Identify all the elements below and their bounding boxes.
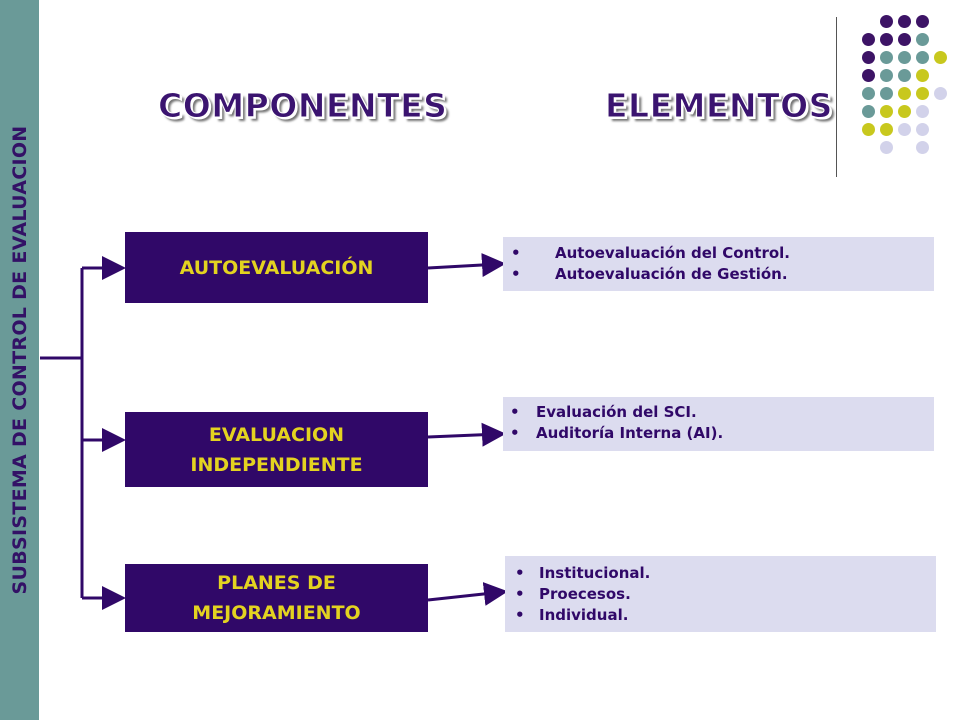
- element-list-item: • Individual.: [515, 606, 629, 624]
- component-label-line: PLANES DE: [217, 572, 336, 594]
- component-label-line: MEJORAMIENTO: [192, 602, 361, 624]
- element-list-item: • Institucional.: [515, 564, 651, 582]
- component-label-line: EVALUACION: [208, 423, 345, 446]
- heading-componentes: COMPONENTES: [158, 86, 448, 125]
- component-label: AUTOEVALUACIÓN: [179, 256, 374, 279]
- side-title: SUBSISTEMA DE CONTROL DE EVALUACION: [9, 125, 31, 595]
- element-arrow-3: [428, 592, 502, 600]
- heading-elementos: ELEMENTOS: [605, 86, 833, 125]
- component-box-planes-mejoramiento: [125, 564, 428, 632]
- element-list-item: • Evaluación del SCI.: [510, 403, 697, 421]
- element-list-item: • Autoevaluación del Control.: [511, 244, 790, 262]
- element-list-item: • Autoevaluación de Gestión.: [511, 265, 788, 283]
- element-box-2: [503, 397, 934, 451]
- element-box-1: [503, 237, 934, 291]
- element-list-item: • Auditoría Interna (AI).: [510, 424, 724, 442]
- component-box-autoevaluacion: [125, 232, 428, 303]
- component-label-line: INDEPENDIENTE: [190, 453, 363, 476]
- element-arrow-2: [428, 434, 500, 437]
- element-arrow-1: [428, 264, 500, 268]
- component-box-evaluacion-independiente: [125, 412, 428, 487]
- element-list-item: • Proecesos.: [515, 585, 631, 603]
- element-box-3: [505, 556, 936, 632]
